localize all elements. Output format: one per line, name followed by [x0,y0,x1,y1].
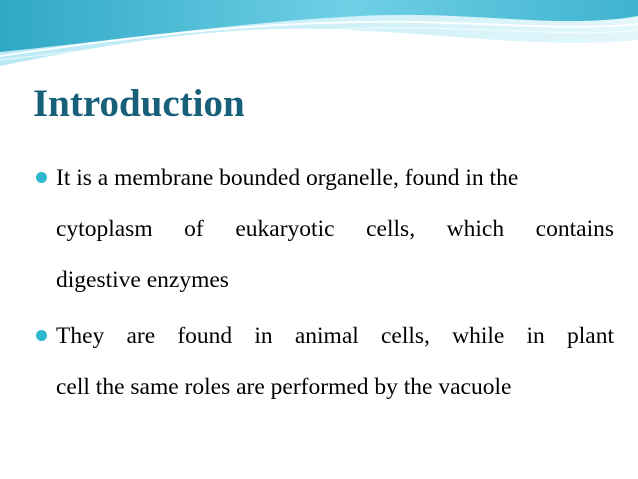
bullet-2-line-2: cell the same roles are performed by the vacuole [56,374,512,400]
bullet-1-marker-icon [36,172,47,183]
bullet-1-line-1: It is a membrane bounded organelle, found in the [56,165,519,191]
bullet-1-line-3: digestive enzymes [56,267,229,293]
bullet-2-marker-icon [36,330,47,341]
slide-title: Introduction [33,82,245,125]
bullet-1-line-2: cytoplasm of eukaryotic cells, which contains [56,216,614,242]
bullet-2-line-1: They are found in animal cells, while in plant [56,323,614,349]
